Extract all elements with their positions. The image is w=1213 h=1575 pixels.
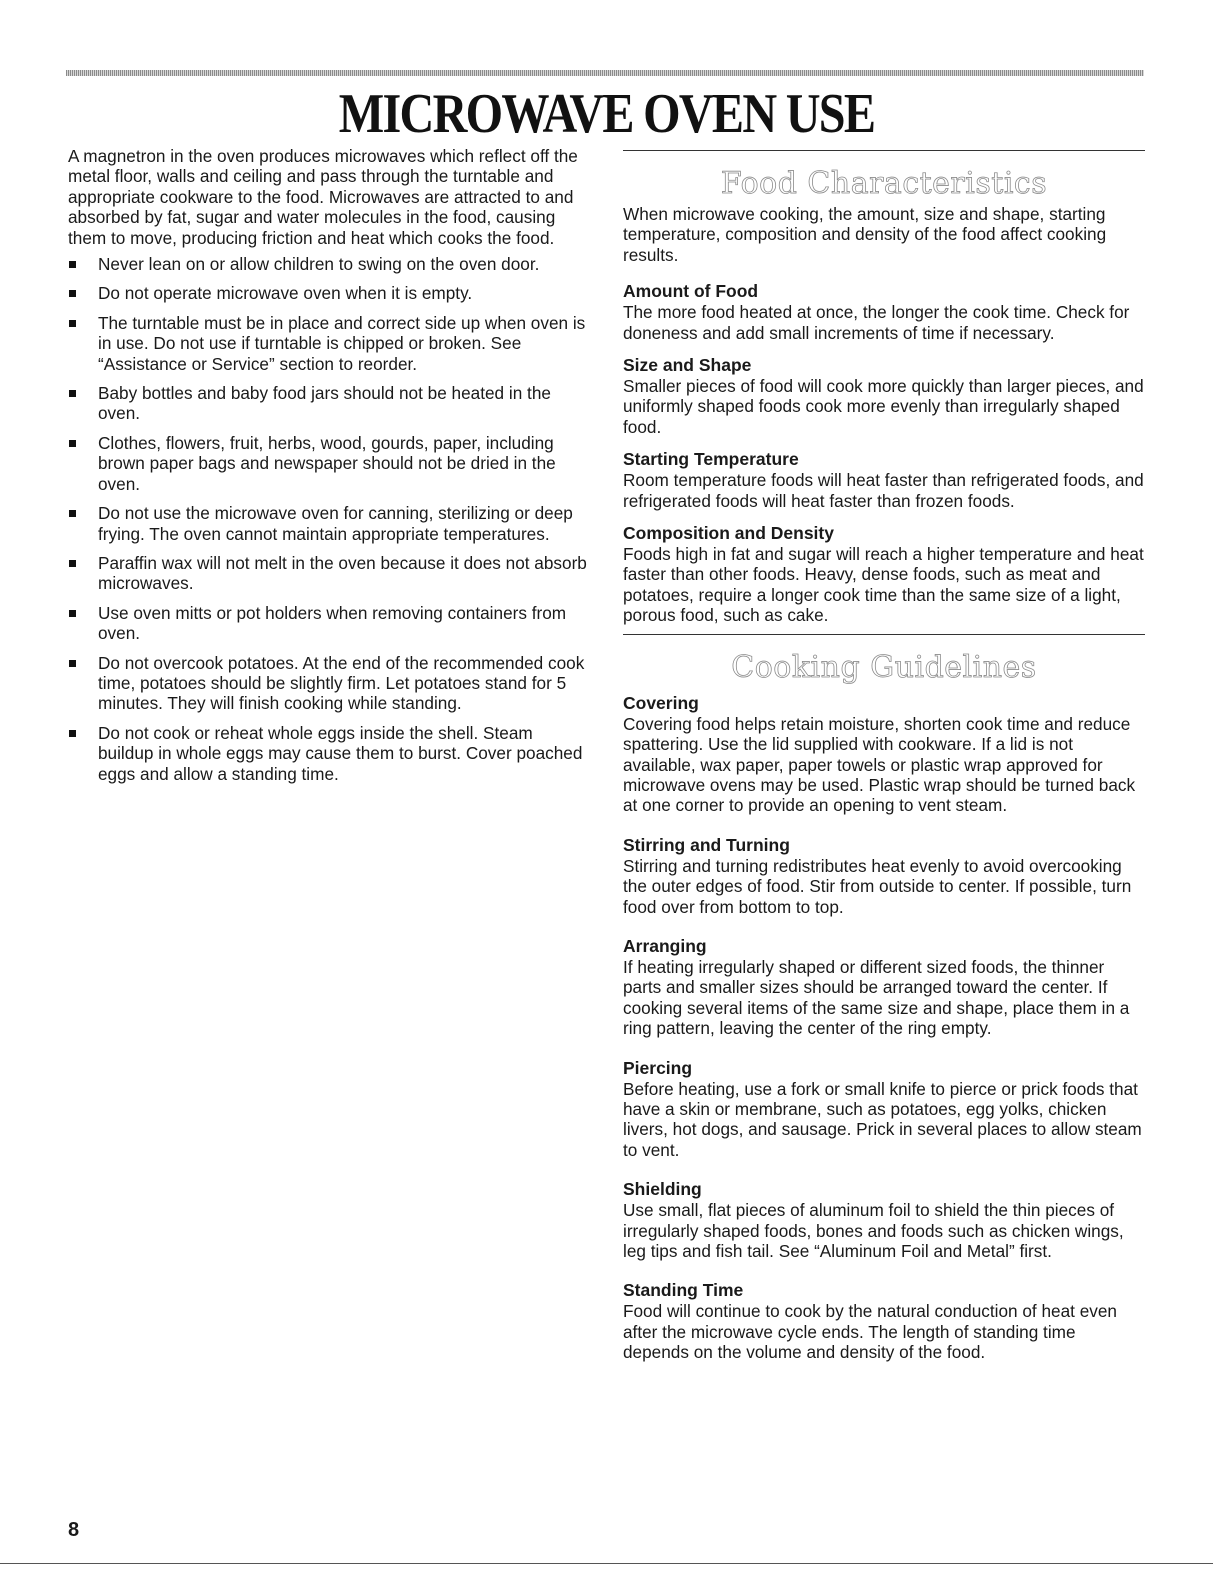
food-item bbox=[623, 281, 1145, 343]
intro-paragraph: A magnetron in the oven produces microwaves which reflect off the metal floor, walls and ceiling and pass through the turntable and appropriate cookware to the food. Microwaves are attracted to and absorbed by fat, sugar and water molecules in the food, causing them to move, producing friction and heat which cooks the food. bbox=[68, 146, 578, 248]
bullet-icon bbox=[69, 320, 76, 327]
list-item: The turntable must be in place and correct side up when oven is in use. Do not use if turntable is chipped or broken. See “Assistance or Service” section to reorder. bbox=[68, 313, 588, 374]
subsection-title: Size and Shape bbox=[623, 355, 752, 376]
section-divider bbox=[623, 150, 1145, 151]
food-item bbox=[623, 523, 1145, 626]
subsection-text: Foods high in fat and sugar will reach a higher temperature and heat faster than other foods. Heavy, dense foods, such as meat and potatoes, require a longer cook time than the same size of a light, porous food, such as cake. bbox=[623, 544, 1144, 626]
subsection-title: Composition and Density bbox=[623, 523, 834, 544]
list-item: Never lean on or allow children to swing on the oven door. bbox=[68, 254, 588, 274]
list-item: Do not overcook potatoes. At the end of the recommended cook time, potatoes should be slightly firm. Let potatoes stand for 5 minutes. They will finish cooking while standing. bbox=[68, 653, 588, 714]
bullet-icon bbox=[69, 290, 76, 297]
subsection-title: Shielding bbox=[623, 1179, 702, 1200]
subsection-title: Arranging bbox=[623, 935, 707, 956]
subsection-text: Covering food helps retain moisture, shorten cook time and reduce spattering. Use the lid supplied with cookware. If a lid is not available, wax paper, paper towels or plastic wrap approved for microwave ovens may be used. Plastic wrap should be turned back at one corner to provide an opening to vent steam. bbox=[623, 713, 1136, 816]
guideline-item bbox=[623, 1058, 1145, 1161]
page-title: MICROWAVE OVEN USE bbox=[338, 83, 875, 145]
subsection-text: If heating irregularly shaped or different sized foods, the thinner parts and smaller sizes should be arranged toward the center. If cooking several items of the same size and shape, place them in a ring pattern, leaving the center of the ring empty. bbox=[623, 956, 1130, 1039]
guideline-item bbox=[623, 835, 1145, 917]
bullet-icon bbox=[69, 610, 76, 617]
subsection-title: Covering bbox=[623, 692, 699, 713]
top-decorative-bar bbox=[66, 70, 1144, 76]
list-item: Baby bottles and baby food jars should not be heated in the oven. bbox=[68, 383, 588, 424]
subsection-text: Food will continue to cook by the natural conduction of heat even after the microwave cycle ends. The length of standing time depends on the volume and density of the food. bbox=[623, 1301, 1117, 1363]
subsection-title: Piercing bbox=[623, 1057, 693, 1078]
guideline-item bbox=[623, 693, 1145, 816]
subsection-text: The more food heated at once, the longer the cook time. Check for doneness and add small increments of time if necessary. bbox=[623, 302, 1130, 343]
list-item: Use oven mitts or pot holders when removing containers from oven. bbox=[68, 603, 588, 644]
bullet-icon bbox=[69, 560, 76, 567]
safety-list bbox=[68, 254, 588, 784]
left-column bbox=[68, 146, 588, 793]
guideline-item bbox=[623, 936, 1145, 1039]
subsection-title: Stirring and Turning bbox=[623, 834, 790, 855]
list-item: Do not operate microwave oven when it is empty. bbox=[68, 283, 588, 303]
guideline-item bbox=[623, 1280, 1145, 1362]
list-item: Paraffin wax will not melt in the oven because it does not absorb microwaves. bbox=[68, 553, 588, 594]
cooking-guidelines-heading: Cooking Guidelines bbox=[731, 649, 1037, 685]
list-item: Clothes, flowers, fruit, herbs, wood, gourds, paper, including brown paper bags and newspaper should not be dried in the oven. bbox=[68, 433, 588, 494]
page-number: 8 bbox=[68, 1519, 80, 1541]
bullet-icon bbox=[69, 660, 76, 667]
subsection-text: Use small, flat pieces of aluminum foil to shield the thin pieces of irregularly shaped foods, bones and foods such as chicken wings, leg tips and fish tail. See “Aluminum Foil and Metal” first. bbox=[623, 1200, 1124, 1261]
section-divider bbox=[623, 634, 1145, 635]
bullet-icon bbox=[69, 440, 76, 447]
guideline-item bbox=[623, 1179, 1145, 1261]
list-item: Do not cook or reheat whole eggs inside the shell. Steam buildup in whole eggs may cause them to burst. Cover poached eggs and allow a standing time. bbox=[68, 723, 588, 784]
bottom-rule bbox=[0, 1563, 1213, 1564]
food-characteristics-heading: Food Characteristics bbox=[720, 166, 1048, 201]
bullet-icon bbox=[69, 390, 76, 397]
bullet-icon bbox=[69, 510, 76, 517]
subsection-title: Amount of Food bbox=[623, 281, 759, 302]
food-intro: When microwave cooking, the amount, size and shape, starting temperature, composition and density of the food affect cooking results. bbox=[623, 204, 1107, 265]
list-item: Do not use the microwave oven for canning, sterilizing or deep frying. The oven cannot maintain appropriate temperatures. bbox=[68, 503, 588, 544]
bullet-icon bbox=[69, 261, 76, 268]
subsection-title: Starting Temperature bbox=[623, 449, 799, 470]
right-column bbox=[623, 150, 1145, 1382]
bullet-icon bbox=[69, 730, 76, 737]
subsection-text: Stirring and turning redistributes heat evenly to avoid overcooking the outer edges of food. Stir from outside to center. If possible, turn food over from bottom to top. bbox=[623, 855, 1132, 917]
food-item bbox=[623, 355, 1145, 437]
subsection-text: Before heating, use a fork or small knife to pierce or prick foods that have a skin or membrane, such as potatoes, egg yolks, chicken livers, hot dogs, and sausage. Prick in several places to allow steam to vent. bbox=[623, 1078, 1142, 1160]
subsection-text: Smaller pieces of food will cook more quickly than larger pieces, and uniformly shaped foods cook more evenly than irregularly shaped food. bbox=[623, 376, 1144, 437]
subsection-title: Standing Time bbox=[623, 1280, 744, 1301]
subsection-text: Room temperature foods will heat faster than refrigerated foods, and refrigerated foods will heat faster than frozen foods. bbox=[623, 470, 1144, 511]
food-item bbox=[623, 449, 1145, 511]
